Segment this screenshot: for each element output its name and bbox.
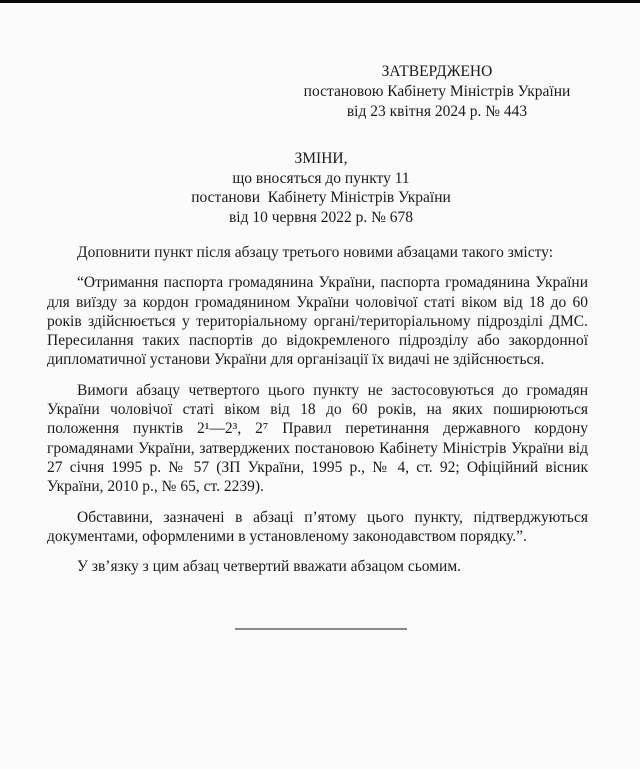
approval-authority: постановою Кабінету Міністрів України (303, 83, 571, 100)
title-date-number: від 10 червня 2022 р. № 678 (228, 208, 414, 226)
document-body (47, 243, 588, 587)
title-subject: що вносяться до пункту 11 (232, 169, 410, 187)
approval-date-number: від 23 квітня 2024 р. № 443 (346, 103, 528, 120)
body-paragraph-4: Обставини, зазначені в абзаці п’ятому цього пункту, підтверджуються документами, оформленими в установленому законодавством порядку.”. (47, 508, 588, 545)
scan-top-edge (0, 0, 640, 3)
body-paragraph-5: У зв’язку з цим абзац четвертий вважати абзацом сьомим. (77, 558, 462, 576)
body-paragraph-1: Доповнити пункт після абзацу третього новими абзацами такого змісту: (77, 244, 554, 261)
title-authority: постанови Кабінету Міністрів України (191, 189, 451, 206)
approval-heading: ЗАТВЕРДЖЕНО (381, 63, 493, 80)
document-title (141, 149, 501, 227)
title-heading: ЗМІНИ, (294, 150, 348, 167)
separator-line (235, 628, 407, 630)
body-paragraph-3: Вимоги абзацу четвертого цього пункту не застосовуються до громадян України чоловічої статі віком від 18 до 60 років, на яких поширюються положення пунктів 2¹—2³, 2⁷ Правил перетинання державного кордону громадянами України, затверджених постановою Кабінету Міністрів України від 27 січня 1995 р. № 57 (ЗП України, 1995 р., № 4, ст. 92; Офіційний вісник України, 2010 р., № 65, ст. 2239). (47, 381, 588, 496)
approval-stamp (257, 62, 617, 122)
body-paragraph-2: “Отримання паспорта громадянина України, паспорта громадянина України для виїзду за кордон громадянином України чоловічої статі віком від 18 до 60 років здійснюється у територіальному органі/територіальному підрозділі ДМС. Пересилання таких паспортів до відокремленого підрозділу або закордонної дипломатичної установи України для організації їх видачі не здійснюється. (47, 274, 588, 369)
